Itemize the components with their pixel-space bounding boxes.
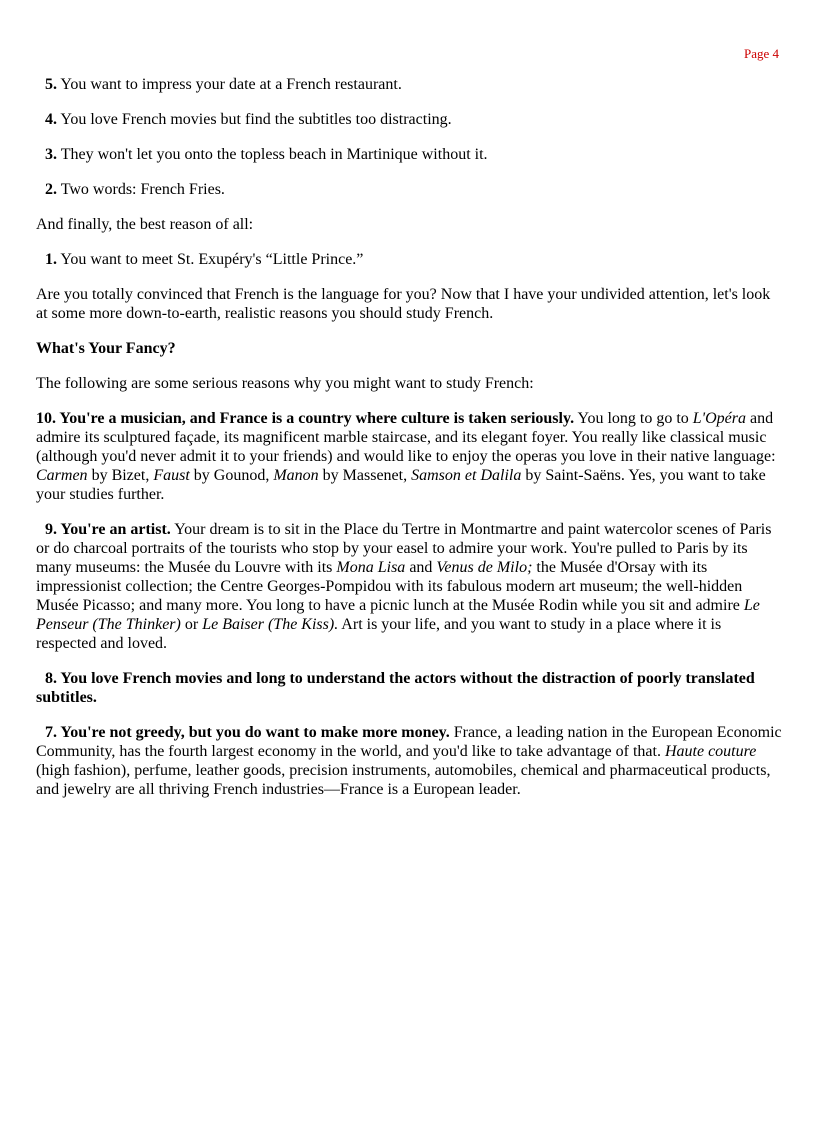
reason-8-paragraph <box>36 669 782 707</box>
reason-text: France, a leading nation in the European Economic Community, has the fourth largest economy in the world, and you'd like to take advantage of that. <box>36 724 782 760</box>
title-samson-et-dalila: Samson et Dalila <box>411 467 522 484</box>
reason-text: (high fashion), perfume, leather goods, precision instruments, automobiles, chemical and pharmaceutical products, and jewelry are all thriving French industries—France is a European leader. <box>36 762 771 798</box>
reason-lead: 9. You're an artist. <box>45 521 171 538</box>
list-number: 5. <box>45 76 57 93</box>
page-number: Page 4 <box>743 46 779 61</box>
list-number: 3. <box>45 146 57 163</box>
list-text: You love French movies but find the subtitles too distracting. <box>60 111 452 128</box>
reason-9-paragraph <box>36 520 782 653</box>
reason-text: the Musée d'Orsay with its impressionist collection; the Centre Georges-Pompidou with its fabulous modern art museum; the well-hidden Musée Picasso; and many more. You long to have a picnic lunch at the Musée Rodin while you sit and admire <box>36 559 744 614</box>
intro-paragraph: The following are some serious reasons why you might want to study French: <box>36 375 534 392</box>
reason-text: You long to go to <box>574 410 693 427</box>
reason-text: or <box>180 616 203 633</box>
reason-text: Art is your life, and you want to study in a place where it is respected and loved. <box>36 616 722 652</box>
title-faust: Faust <box>153 467 190 484</box>
list-number: 1. <box>45 251 57 268</box>
reason-text: Your dream is to sit in the Place du Tertre in Montmartre and paint watercolor scenes of Paris or do charcoal portraits of the tourists who stop by your easel to admire your work. You're pulled to Paris by its many museums: the Musée du Louvre with its <box>36 521 772 576</box>
title-manon: Manon <box>273 467 319 484</box>
list-item-5 <box>45 75 782 94</box>
title-mona-lisa: Mona Lisa <box>336 559 406 576</box>
reason-text: by Gounod, <box>189 467 274 484</box>
list-item-1 <box>45 250 782 269</box>
reason-lead: 10. You're a musician, and France is a country where culture is taken seriously. <box>36 410 575 427</box>
section-heading: What's Your Fancy? <box>36 340 176 357</box>
convinced-paragraph: Are you totally convinced that French is the language for you? Now that I have your undivided attention, let's look at some more down-to-earth, realistic reasons you should study French. <box>36 286 771 322</box>
reason-text: by Saint-Saëns. Yes, you want to take your studies further. <box>36 467 766 503</box>
reason-text: by Massenet, <box>318 467 412 484</box>
title-lopera: L'Opéra <box>692 410 746 427</box>
reason-text: by Bizet, <box>87 467 154 484</box>
finally-paragraph: And finally, the best reason of all: <box>36 216 254 233</box>
title-le-penseur: Le Penseur (The Thinker) <box>36 597 760 633</box>
list-text: Two words: French Fries. <box>60 181 225 198</box>
list-number: 2. <box>45 181 57 198</box>
title-le-baiser: Le Baiser (The Kiss). <box>202 616 339 633</box>
list-text: You want to impress your date at a French restaurant. <box>60 76 402 93</box>
list-text: You want to meet St. Exupéry's “Little Prince.” <box>60 251 364 268</box>
list-item-4 <box>45 110 782 129</box>
reason-text: and <box>405 559 437 576</box>
reason-lead: 7. You're not greedy, but you do want to make more money. <box>45 724 450 741</box>
title-venus-de-milo: Venus de Milo; <box>436 559 533 576</box>
list-item-2 <box>45 180 782 199</box>
term-haute-couture: Haute couture <box>664 743 757 760</box>
reason-10-paragraph <box>36 409 782 504</box>
reason-text: and admire its sculptured façade, its magnificent marble staircase, and its elegant foyer. You really like classical music (although you'd never admit it to your friends) and would like to enjoy the operas you love in their native language: <box>36 410 776 465</box>
list-text: They won't let you onto the topless beach in Martinique without it. <box>60 146 488 163</box>
reason-7-paragraph <box>36 723 782 799</box>
list-item-3 <box>45 145 782 164</box>
document-body <box>36 75 782 815</box>
list-number: 4. <box>45 111 57 128</box>
title-carmen: Carmen <box>36 467 88 484</box>
reason-lead: 8. You love French movies and long to understand the actors without the distraction of poorly translated subtitles. <box>36 670 755 706</box>
